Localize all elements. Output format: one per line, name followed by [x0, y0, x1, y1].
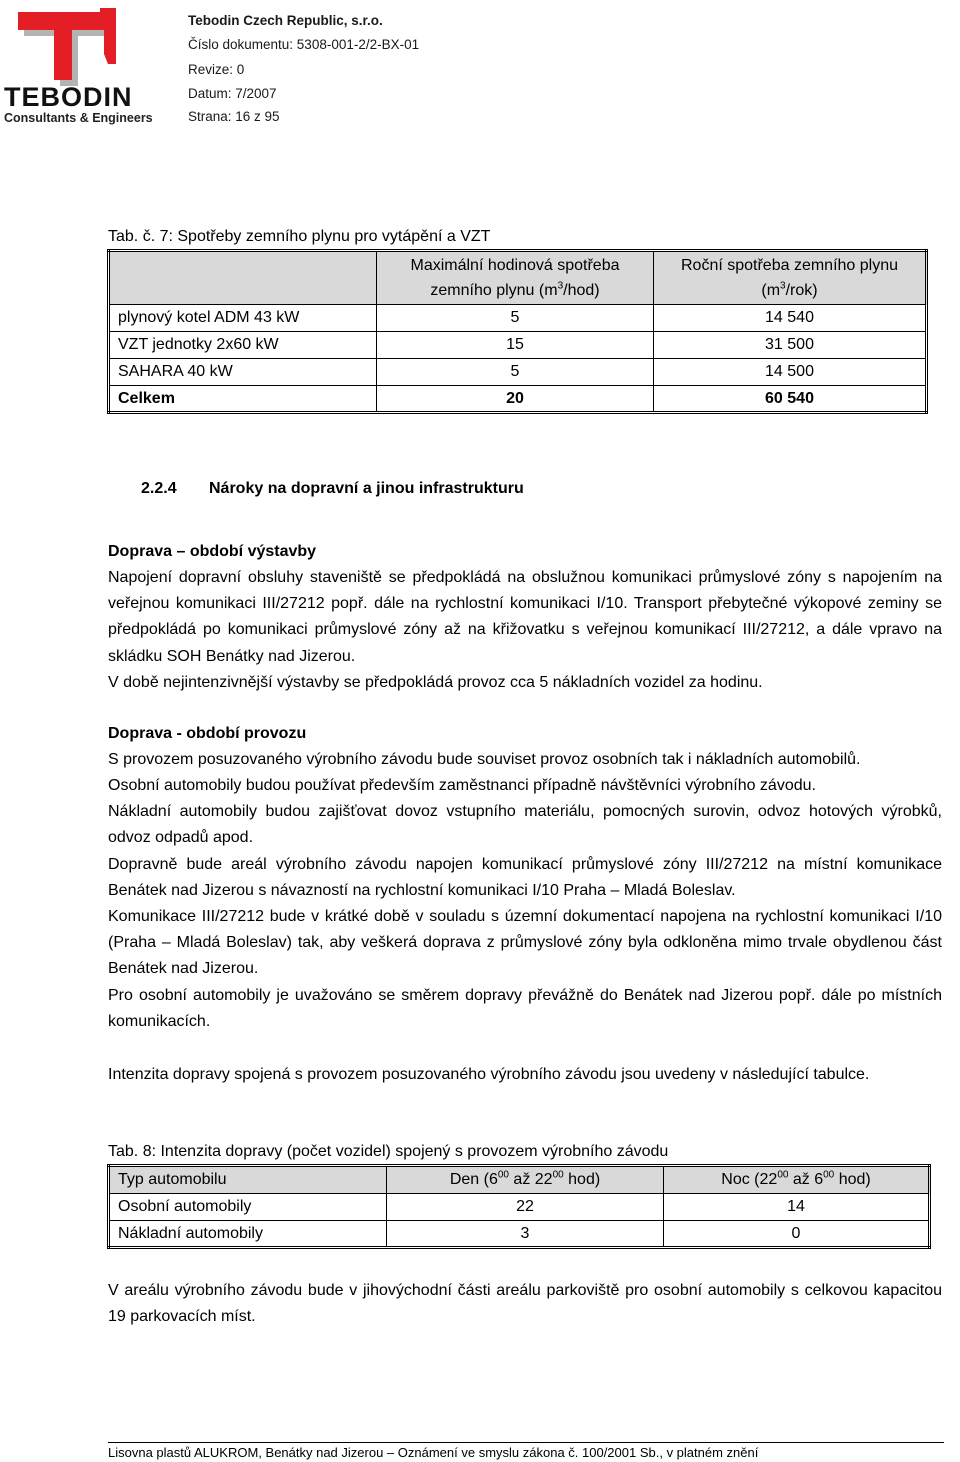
table8-night-a: Noc (22	[721, 1171, 778, 1188]
operation-paragraph-1: S provozem posuzovaného výrobního závodu bude souviset provoz osobních tak i nákladních automobilů.	[108, 751, 861, 768]
table8-row-type: Nákladní automobily	[109, 1221, 387, 1248]
table7	[107, 249, 928, 414]
section-number: 2.2.4	[141, 480, 177, 497]
table7-row-hourly: 5	[377, 359, 654, 386]
table7-total-label: Celkem	[109, 386, 377, 413]
operation-paragraph-3: Nákladní automobily budou zajišťovat dovoz vstupního materiálu, pomocných surovin, odvoz hotových výrobků, odvoz odpadů apod.	[108, 803, 942, 847]
construction-heading: Doprava – období výstavby	[108, 543, 317, 560]
table8-day-sup1: 00	[497, 1169, 509, 1181]
table7-header-row	[109, 251, 927, 305]
footer-text: Lisovna plastů ALUKROM, Benátky nad Jizerou – Oznámení ve smyslu zákona č. 100/2001 Sb., v platném znění	[108, 1445, 759, 1460]
table8-row-day: 22	[387, 1194, 664, 1221]
table-row	[109, 1221, 930, 1248]
operation-paragraph-6: Pro osobní automobily je uvažováno se směrem dopravy převážně do Benátek nad Jizerou popř. dále po místních komunikacích.	[108, 987, 942, 1031]
table7-col2-line2a: (m	[761, 282, 781, 299]
table8-row-night: 0	[664, 1221, 930, 1248]
header-date: Datum: 7/2007	[188, 86, 277, 101]
construction-paragraph: Napojení dopravní obsluhy staveniště se předpokládá na obslužnou komunikaci průmyslové zóny s napojením na veřejnou komunikaci III/27212 popř. dále na rychlostní komunikaci I/10. Transport přebytečné výkopové zeminy se předpokládá po komunikaci průmyslové zóny až na křižovatku s veřejnou komunikací III/27212, a dále vpravo na skládku SOH Benátky nad Jizerou.	[108, 569, 942, 665]
header-company: Tebodin Czech Republic, s.r.o.	[188, 13, 383, 28]
table-row	[109, 1194, 930, 1221]
table7-row-yearly: 14 500	[654, 359, 927, 386]
table7-row-label: VZT jednotky 2x60 kW	[109, 332, 377, 359]
table8-day-a: Den (6	[449, 1171, 498, 1188]
table7-col2-line1: Roční spotřeba zemního plynu	[680, 257, 898, 274]
table8-day-b: až 22	[508, 1171, 553, 1188]
table8-night-b: až 6	[788, 1171, 824, 1188]
table8-header-row	[109, 1166, 930, 1194]
construction-peak-paragraph: V době nejintenzivnější výstavby se předpokládá provoz cca 5 nákladních vozidel za hodinu.	[108, 674, 763, 691]
table7-row-yearly: 14 540	[654, 305, 927, 332]
table8-header-day	[387, 1166, 664, 1194]
table7-row-yearly: 31 500	[654, 332, 927, 359]
table-row	[109, 332, 927, 359]
table-row	[109, 359, 927, 386]
footer-divider	[108, 1442, 944, 1443]
operation-paragraph-5: Komunikace III/27212 bude v krátké době v souladu s územní dokumentací napojena na rychlostní komunikaci I/10 (Praha – Mladá Boleslav) tak, aby veškerá doprava z průmyslové zóny byla odkloněna mimo trvale obydlenou část Benátek nad Jizerou.	[108, 908, 942, 978]
table8-caption: Tab. 8: Intenzita dopravy (počet vozidel) spojený s provozem výrobního závodu	[108, 1143, 669, 1160]
table7-header-yearly	[654, 251, 927, 305]
table7-header-hourly	[377, 251, 654, 305]
table8-header-type: Typ automobilu	[109, 1166, 387, 1194]
table8	[107, 1164, 931, 1249]
table8-day-sup2: 00	[552, 1169, 564, 1181]
intensity-paragraph: Intenzita dopravy spojená s provozem posuzovaného výrobního závodu jsou uvedeny v následující tabulce.	[108, 1066, 870, 1083]
table7-col2-sup: 3	[780, 280, 786, 292]
operation-paragraph-4: Dopravně bude areál výrobního závodu napojen komunikací průmyslové zóny III/27212 na místní komunikace Benátek nad Jizerou s návazností na rychlostní komunikaci I/10 Praha – Mladá Boleslav.	[108, 856, 942, 900]
table7-col2-line2b: /rok)	[785, 282, 818, 299]
header-doc-number: Číslo dokumentu: 5308-001-2/2-BX-01	[188, 37, 420, 52]
parking-paragraph: V areálu výrobního závodu bude v jihovýchodní části areálu parkoviště pro osobní automobily s celkovou kapacitou 19 parkovacích míst.	[108, 1282, 942, 1326]
table8-night-sup1: 00	[777, 1169, 789, 1181]
header-page: Strana: 16 z 95	[188, 109, 280, 124]
table7-col1-sup: 3	[557, 280, 564, 292]
operation-heading: Doprava - období provozu	[108, 725, 307, 742]
logo-tagline: Consultants & Engineers	[4, 111, 153, 125]
table7-row-hourly: 5	[377, 305, 654, 332]
table7-total-hourly: 20	[377, 386, 654, 413]
table8-night-sup2: 00	[823, 1169, 835, 1181]
table8-row-day: 3	[387, 1221, 664, 1248]
table7-col1-line1: Maximální hodinová spotřeba	[410, 257, 620, 274]
table8-header-night	[664, 1166, 930, 1194]
table7-col1-line2b: /hod)	[563, 282, 600, 299]
logo-wordmark: TEBODIN	[4, 82, 133, 112]
table7-row-label: plynový kotel ADM 43 kW	[109, 305, 377, 332]
table7-col1-line2a: zemního plynu (m	[430, 282, 558, 299]
header-revision: Revize: 0	[188, 62, 245, 77]
table7-caption: Tab. č. 7: Spotřeby zemního plynu pro vytápění a VZT	[108, 228, 491, 245]
table-row	[109, 305, 927, 332]
table8-row-type: Osobní automobily	[109, 1194, 387, 1221]
table8-row-night: 14	[664, 1194, 930, 1221]
operation-paragraph-2: Osobní automobily budou používat především zaměstnanci případně návštěvníci výrobního závodu.	[108, 777, 816, 794]
table8-night-c: hod)	[834, 1171, 871, 1188]
table7-header-empty	[109, 251, 377, 305]
table8-day-c: hod)	[563, 1171, 601, 1188]
section-title: Nároky na dopravní a jinou infrastrukturu	[209, 480, 524, 497]
table7-row-hourly: 15	[377, 332, 654, 359]
table7-total-row	[109, 386, 927, 413]
table7-row-label: SAHARA 40 kW	[109, 359, 377, 386]
table7-total-yearly: 60 540	[654, 386, 927, 413]
